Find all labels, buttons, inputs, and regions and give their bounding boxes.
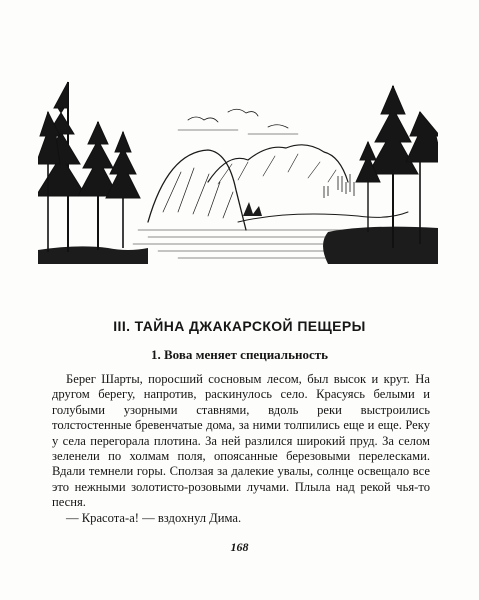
landscape-illustration [38, 72, 438, 264]
chapter-title: III. ТАЙНА ДЖАКАРСКОЙ ПЕЩЕРЫ [113, 318, 366, 334]
section-title: 1. Вова меняет специальность [151, 347, 328, 362]
page-number: 168 [230, 540, 249, 554]
body-text [52, 372, 430, 526]
dialog-line: — Красота-а! — вздохнул Дима. [66, 510, 242, 525]
paragraph: Берег Шарты, поросший сосновым лесом, был высок и крут. На другом берегу, напротив, раскинулось село. Красуясь белыми и голубыми узорными ставнями, вдоль реки выстроились толстостенные бревенчатые дома, за ними толпились еще и еще. Реку у села перегорала плотина. За ней разлился широкий пруд. За селом зеленели по холмам поля, опоясанные березовыми перелесками. Вдали темнели горы. Сползая за далекие увалы, солнце освещало все это нежными золотисто-розовыми лучами. Плыла над рекой чья-то песня. [52, 372, 430, 510]
